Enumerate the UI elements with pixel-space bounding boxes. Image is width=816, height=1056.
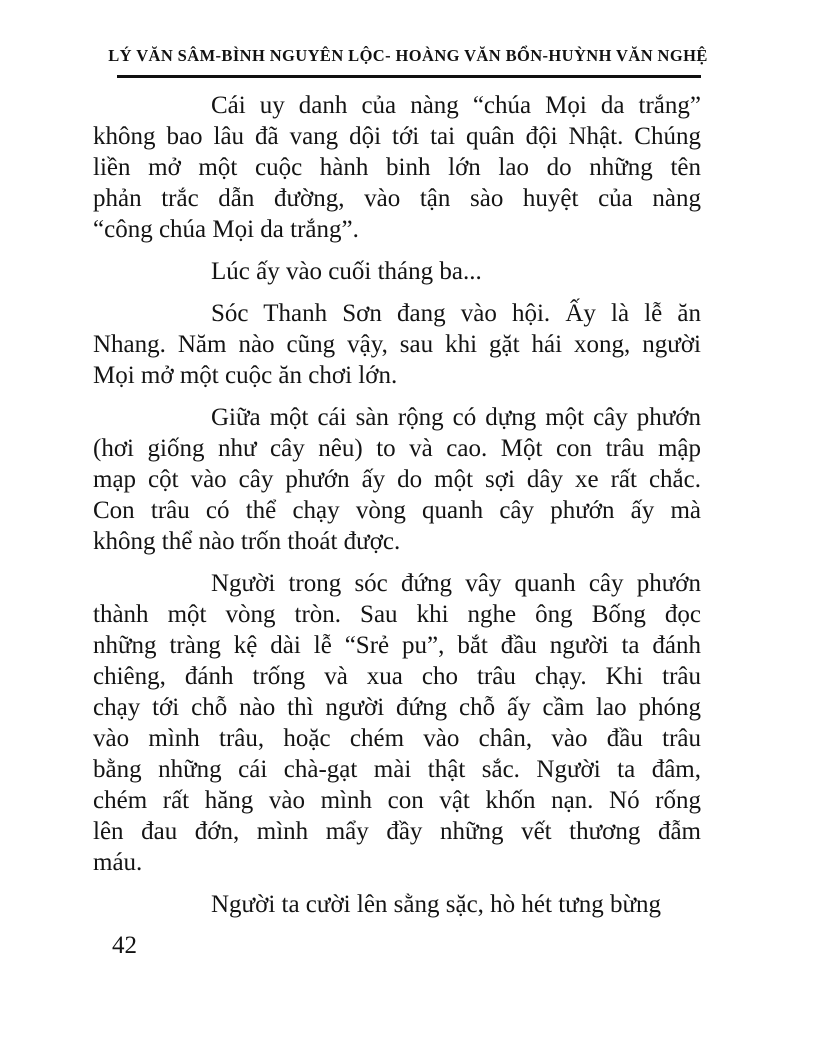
text-line: Lúc ấy vào cuối tháng ba... [211,258,482,285]
paragraph [93,568,701,878]
text-line: lên đau đớn, mình mẩy đầy những vết thương đẫm [93,818,701,845]
text-line: “công chúa Mọi da trắng”. [93,216,359,243]
text-line: không thể nào trốn thoát được. [93,528,401,555]
text-line: phản trắc dẫn đường, vào tận sào huyệt của nàng [93,185,701,212]
header-rule [117,75,701,78]
text-line: (hơi giống như cây nêu) to và cao. Một con trâu mập [93,435,701,462]
paragraph [93,90,701,245]
paragraph [93,402,701,557]
text-line: chiêng, đánh trống và xua cho trâu chạy. Khi trâu [93,663,701,690]
running-header: LÝ VĂN SÂM-BÌNH NGUYÊN LỘC- HOÀNG VĂN BỔN-HUỲNH VĂN NGHỆ [108,46,708,65]
page-number: 42 [112,932,137,959]
paragraph [93,298,701,391]
text-line: Nhang. Năm nào cũng vậy, sau khi gặt hái xong, người [93,331,701,358]
text-line: vào mình trâu, hoặc chém vào chân, vào đầu trâu [93,725,701,752]
text-line: mạp cột vào cây phướn ấy do một sợi dây xe rất chắc. [93,466,701,493]
paragraph [93,889,701,920]
text-line: Người trong sóc đứng vây quanh cây phướn [211,570,701,597]
text-line: thành một vòng tròn. Sau khi nghe ông Bống đọc [93,601,701,628]
text-line: những tràng kệ dài lễ “Srẻ pu”, bắt đầu người ta đánh [93,632,701,659]
text-line: chém rất hăng vào mình con vật khốn nạn. Nó rống [93,787,701,814]
text-line: không bao lâu đã vang dội tới tai quân đội Nhật. Chúng [93,123,701,150]
text-line: liền mở một cuộc hành binh lớn lao do những tên [93,154,701,181]
text-line: Con trâu có thể chạy vòng quanh cây phướn ấy mà [93,497,701,524]
paragraph [93,256,701,287]
text-line: Cái uy danh của nàng “chúa Mọi da trắng” [211,92,701,119]
text-line: Sóc Thanh Sơn đang vào hội. Ấy là lễ ăn [211,300,701,327]
text-line: máu. [93,849,143,876]
text-line: Giữa một cái sàn rộng có dựng một cây phướn [211,404,701,431]
text-line: Người ta cười lên sằng sặc, hò hét tưng bừng [211,891,661,918]
body-text [93,90,701,931]
text-line: Mọi mở một cuộc ăn chơi lớn. [93,362,398,389]
text-line: bằng những cái chà-gạt mài thật sắc. Người ta đâm, [93,756,701,783]
text-line: chạy tới chỗ nào thì người đứng chỗ ấy cầm lao phóng [93,694,701,721]
